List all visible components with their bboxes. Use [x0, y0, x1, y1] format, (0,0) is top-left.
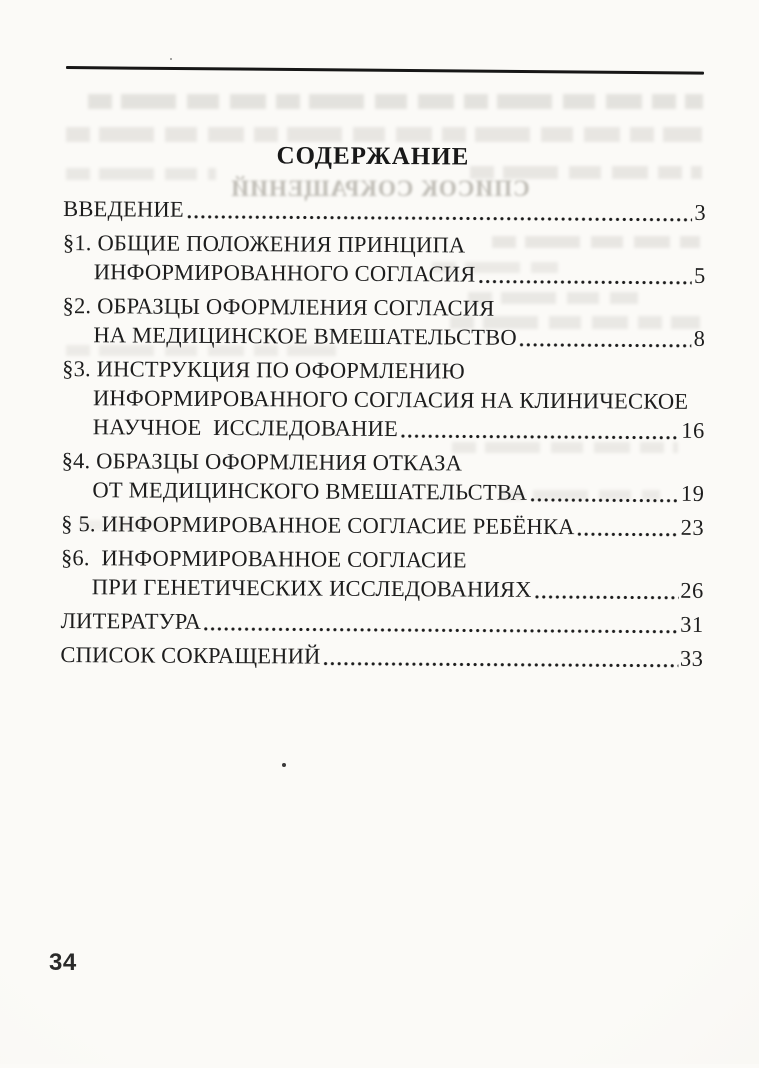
dot-leader [520, 343, 692, 348]
dot-leader [204, 627, 678, 634]
toc-page-number: 5 [693, 262, 706, 288]
toc-page-number: 3 [694, 199, 707, 225]
folio-page-number: 34 [49, 949, 77, 976]
toc-entry [62, 354, 706, 445]
toc-page-number: 8 [693, 325, 706, 351]
header-rule [66, 66, 704, 75]
dot-leader [530, 498, 679, 503]
toc-entry-title: ЛИТЕРАТУРА [60, 608, 202, 634]
toc-entry-title: СПИСОК СОКРАЩЕНИЙ [60, 642, 321, 669]
toc-entry-title: ОТ МЕДИЦИНСКОГО ВМЕШАТЕЛЬСТВА [92, 477, 528, 505]
toc-entry [62, 291, 705, 353]
toc-entry [63, 228, 706, 290]
toc-list [60, 194, 706, 678]
dot-leader [478, 280, 692, 285]
toc-entry-title: НА МЕДИЦИНСКОЕ ВМЕШАТЕЛЬСТВО [93, 322, 517, 350]
toc-entry [63, 194, 706, 227]
toc-entry-title: ВВЕДЕНИЕ [63, 196, 184, 222]
toc-entry-line [63, 228, 706, 261]
toc-entry [61, 446, 704, 508]
ink-speck [170, 58, 172, 60]
toc-entry-title: §4. ОБРАЗЦЫ ОФОРМЛЕНИЯ ОТКАЗА [61, 448, 463, 476]
toc-entry [61, 509, 704, 542]
toc-entry-title: НАУЧНОЕ ИССЛЕДОВАНИЕ [92, 414, 399, 442]
page-title: СОДЕРЖАНИЕ [276, 142, 470, 171]
dot-leader [324, 662, 678, 668]
toc-entry-title: §2. ОБРАЗЦЫ ОФОРМЛЕНИЯ СОГЛАСИЯ [62, 293, 495, 321]
toc-entry-line [62, 412, 705, 445]
toc-entry-line [61, 509, 704, 542]
toc-entry [61, 606, 704, 639]
toc-entry-line [62, 354, 705, 387]
bleed-through-mirrored-text: СПИСОК СОКРАЩЕНИЙ [229, 176, 530, 201]
toc-entry-line [61, 475, 704, 508]
toc-entry [61, 543, 704, 605]
toc-entry-title: §1. ОБЩИЕ ПОЛОЖЕНИЯ ПРИНЦИПА [62, 230, 466, 258]
toc-entry-line [62, 446, 705, 479]
toc-entry-line [60, 640, 703, 673]
dot-leader [535, 595, 679, 600]
toc-entry-line [63, 194, 706, 227]
dot-leader [187, 215, 693, 222]
toc-entry-title: ПРИ ГЕНЕТИЧЕСКИХ ИССЛЕДОВАНИЯХ [91, 574, 532, 602]
toc-page-number: 26 [680, 577, 704, 603]
toc-entry-line [62, 383, 705, 416]
toc-page-number: 23 [680, 514, 705, 540]
toc-entry-title: ИНФОРМИРОВАННОГО СОГЛАСИЯ НА КЛИНИЧЕСКОЕ [92, 385, 689, 414]
toc-entry [60, 640, 703, 673]
toc-page-number: 31 [680, 611, 704, 637]
toc-entry-title: §3. ИНСТРУКЦИЯ ПО ОФОРМЛЕНИЮ [62, 356, 465, 384]
toc-entry-line [61, 606, 704, 639]
ink-speck [282, 763, 286, 767]
toc-entry-line [63, 257, 706, 290]
dot-leader [578, 532, 679, 537]
toc-entry-line [62, 291, 705, 324]
toc-entry-line [61, 543, 704, 576]
toc-page-number: 16 [681, 417, 705, 443]
toc-page-number: 33 [679, 645, 704, 671]
toc-page-number: 19 [680, 480, 705, 506]
dot-leader [401, 434, 679, 440]
toc-entry-line [62, 320, 705, 353]
toc-entry-title: ИНФОРМИРОВАННОГО СОГЛАСИЯ [93, 259, 476, 287]
toc-entry-title: §6. ИНФОРМИРОВАННОЕ СОГЛАСИЕ [60, 545, 467, 573]
toc-entry-line [61, 572, 704, 605]
toc-entry-title: § 5. ИНФОРМИРОВАННОЕ СОГЛАСИЕ РЕБЁНКА [61, 511, 575, 540]
